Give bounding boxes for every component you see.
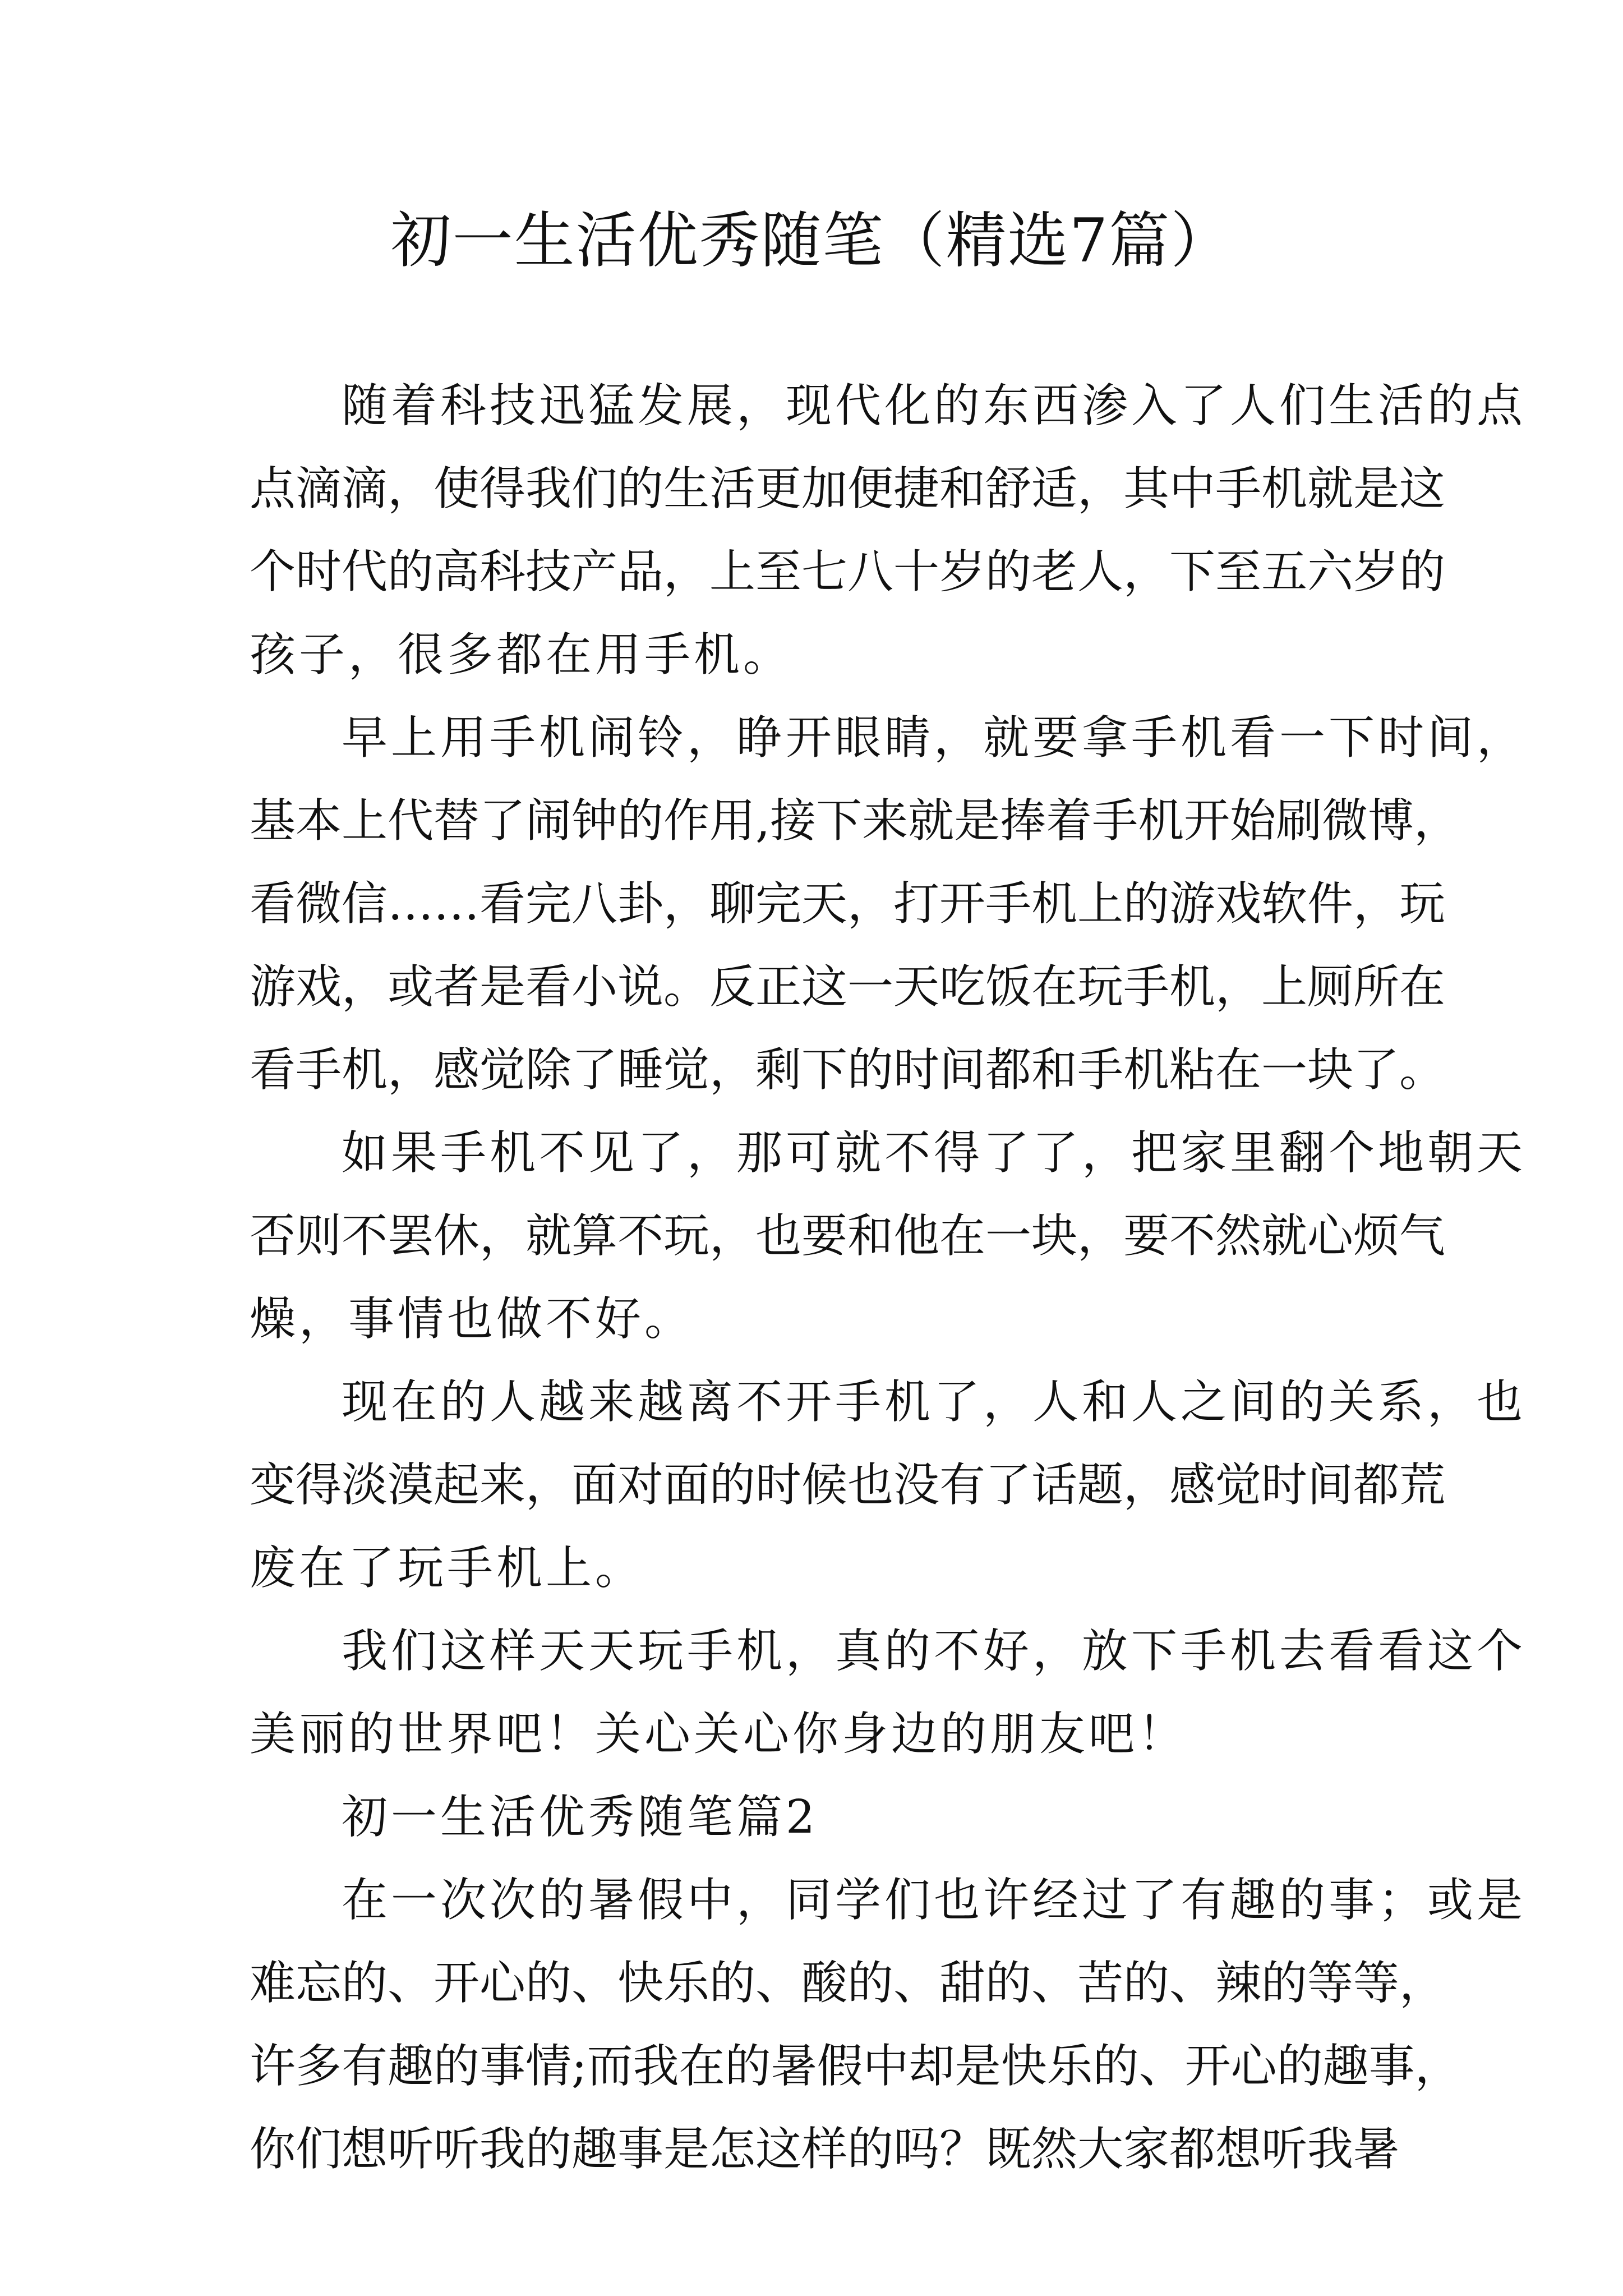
document-title: 初一生活优秀随笔（精选7篇）	[390, 206, 1233, 276]
paragraph-line: 你们想听听我的趣事是怎这样的吗？既然大家都想听我暑	[250, 2123, 1400, 2176]
paragraph-line: 废在了玩手机上。	[250, 1542, 645, 1595]
paragraph-line: 在一次次的暑假中，同学们也许经过了有趣的事；或是	[342, 1874, 1527, 1927]
paragraph-line: 美丽的世界吧！关心关心你身边的朋友吧！	[250, 1708, 1188, 1761]
paragraph-line: 早上用手机闹铃，睁开眼睛，就要拿手机看一下时间，	[342, 711, 1527, 765]
paragraph-line: 看微信……看完八卦，聊完天，打开手机上的游戏软件，玩	[250, 877, 1446, 931]
paragraph-line: 我们这样天天玩手机，真的不好，放下手机去看看这个	[342, 1625, 1527, 1678]
paragraph-line: 随着科技迅猛发展，现代化的东西渗入了人们生活的点	[342, 379, 1527, 432]
paragraph-line: 基本上代替了闹钟的作用,接下来就是捧着手机开始刷微博，	[250, 794, 1460, 848]
paragraph-line: 个时代的高科技产品，上至七八十岁的老人，下至五六岁的	[250, 545, 1446, 599]
paragraph-line: 许多有趣的事情;而我在的暑假中却是快乐的、开心的趣事，	[250, 2040, 1461, 2093]
paragraph-line: 看手机，感觉除了睡觉，剩下的时间都和手机粘在一块了。	[250, 1043, 1446, 1097]
paragraph-line: 否则不罢休，就算不玩，也要和他在一块，要不然就心烦气	[250, 1209, 1446, 1263]
document-body	[250, 365, 1527, 2191]
paragraph-line: 如果手机不见了，那可就不得了了，把家里翻个地朝天	[342, 1126, 1527, 1180]
paragraph-line: 点滴滴，使得我们的生活更加便捷和舒适，其中手机就是这	[250, 462, 1446, 516]
paragraph-line: 变得淡漠起来，面对面的时候也没有了话题，感觉时间都荒	[250, 1458, 1446, 1512]
paragraph-line: 燥，事情也做不好。	[250, 1292, 694, 1346]
paragraph-line: 难忘的、开心的、快乐的、酸的、甜的、苦的、辣的等等，	[250, 1957, 1446, 2010]
paragraph-line: 游戏，或者是看小说。反正这一天吃饭在玩手机，上厕所在	[250, 960, 1446, 1014]
section-heading: 初一生活优秀随笔篇2	[342, 1791, 819, 1844]
paragraph-line: 孩子，很多都在用手机。	[250, 628, 793, 682]
paragraph-line: 现在的人越来越离不开手机了，人和人之间的关系，也	[342, 1375, 1527, 1429]
